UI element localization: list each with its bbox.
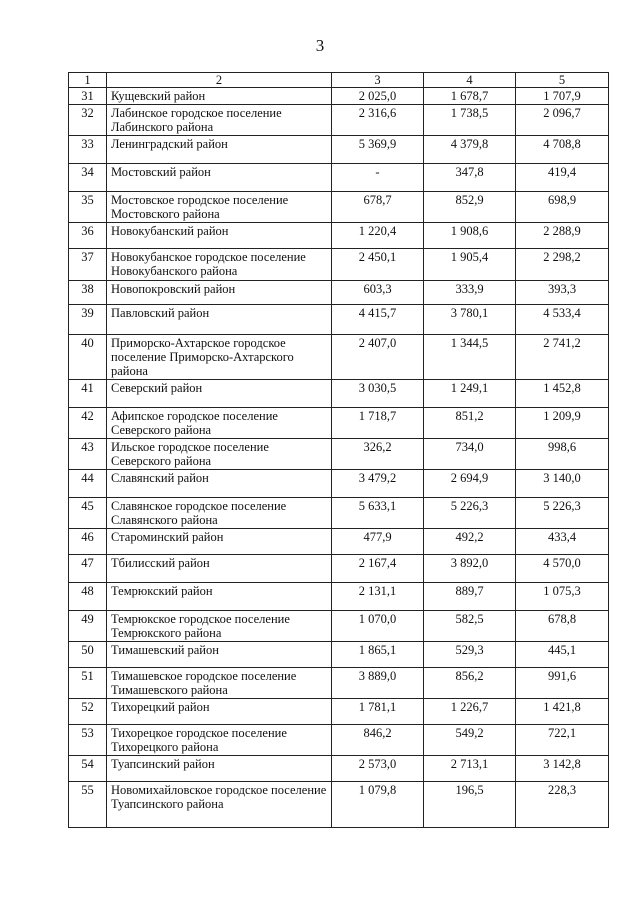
- value-col3-cell: 5 633,1: [332, 498, 424, 529]
- table-row: [69, 281, 609, 305]
- district-name-cell: Славянский район: [107, 470, 332, 498]
- row-number-cell: 42: [69, 408, 107, 439]
- row-number-cell: 52: [69, 699, 107, 725]
- row-number-cell: 45: [69, 498, 107, 529]
- table-row: [69, 470, 609, 498]
- page-number: 3: [315, 36, 325, 55]
- value-col5-cell: 1 209,9: [516, 408, 609, 439]
- district-name-cell: Ленинградский район: [107, 136, 332, 164]
- value-col4-cell: 856,2: [424, 668, 516, 699]
- value-col4-cell: 1 908,6: [424, 223, 516, 249]
- value-col3-cell: 1 070,0: [332, 611, 424, 642]
- district-name-cell: Темрюкский район: [107, 583, 332, 611]
- table-row: [69, 335, 609, 380]
- table-row: [69, 642, 609, 668]
- value-col3-cell: 477,9: [332, 529, 424, 555]
- value-col5-cell: 419,4: [516, 164, 609, 192]
- table-row: [69, 380, 609, 408]
- district-name-cell: Северский район: [107, 380, 332, 408]
- district-name-cell: Тимашевский район: [107, 642, 332, 668]
- value-col3-cell: 2 450,1: [332, 249, 424, 281]
- table-row: [69, 192, 609, 223]
- value-col3-cell: 1 718,7: [332, 408, 424, 439]
- district-name-cell: Темрюкское городское поселение Темрюкского района: [107, 611, 332, 642]
- table-body: [69, 88, 609, 828]
- district-name-cell: Лабинское городское поселение Лабинского района: [107, 105, 332, 136]
- district-name-cell: Новокубанское городское поселение Новокубанского района: [107, 249, 332, 281]
- row-number-cell: 54: [69, 756, 107, 782]
- district-name-cell: Славянское городское поселение Славянского района: [107, 498, 332, 529]
- value-col3-cell: -: [332, 164, 424, 192]
- column-header: 3: [332, 73, 424, 88]
- data-table: [68, 72, 609, 828]
- row-number-cell: 48: [69, 583, 107, 611]
- row-number-cell: 49: [69, 611, 107, 642]
- district-name-cell: Приморско-Ахтарское городское поселение Приморско-Ахтарского района: [107, 335, 332, 380]
- district-name-cell: Тихорецкий район: [107, 699, 332, 725]
- table-row: [69, 668, 609, 699]
- row-number-cell: 40: [69, 335, 107, 380]
- value-col4-cell: 1 249,1: [424, 380, 516, 408]
- value-col3-cell: 3 030,5: [332, 380, 424, 408]
- row-number-cell: 46: [69, 529, 107, 555]
- district-name-cell: Новокубанский район: [107, 223, 332, 249]
- value-col5-cell: 2 096,7: [516, 105, 609, 136]
- table-row: [69, 583, 609, 611]
- row-number-cell: 44: [69, 470, 107, 498]
- value-col4-cell: 1 738,5: [424, 105, 516, 136]
- row-number-cell: 47: [69, 555, 107, 583]
- district-name-cell: Тихорецкое городское поселение Тихорецкого района: [107, 725, 332, 756]
- value-col4-cell: 889,7: [424, 583, 516, 611]
- table-row: [69, 408, 609, 439]
- value-col5-cell: 2 298,2: [516, 249, 609, 281]
- value-col5-cell: 998,6: [516, 439, 609, 470]
- value-col5-cell: 4 708,8: [516, 136, 609, 164]
- table-row: [69, 105, 609, 136]
- row-number-cell: 36: [69, 223, 107, 249]
- row-number-cell: 53: [69, 725, 107, 756]
- value-col4-cell: 4 379,8: [424, 136, 516, 164]
- value-col4-cell: 1 344,5: [424, 335, 516, 380]
- row-number-cell: 34: [69, 164, 107, 192]
- value-col3-cell: 1 781,1: [332, 699, 424, 725]
- district-name-cell: Мостовское городское поселение Мостовского района: [107, 192, 332, 223]
- value-col4-cell: 5 226,3: [424, 498, 516, 529]
- value-col5-cell: 722,1: [516, 725, 609, 756]
- table-row: [69, 725, 609, 756]
- value-col4-cell: 333,9: [424, 281, 516, 305]
- value-col4-cell: 582,5: [424, 611, 516, 642]
- value-col3-cell: 603,3: [332, 281, 424, 305]
- value-col3-cell: 5 369,9: [332, 136, 424, 164]
- district-name-cell: Афипское городское поселение Северского района: [107, 408, 332, 439]
- value-col5-cell: 4 570,0: [516, 555, 609, 583]
- value-col4-cell: 851,2: [424, 408, 516, 439]
- value-col5-cell: 698,9: [516, 192, 609, 223]
- value-col5-cell: 2 288,9: [516, 223, 609, 249]
- value-col5-cell: 5 226,3: [516, 498, 609, 529]
- row-number-cell: 50: [69, 642, 107, 668]
- table-row: [69, 249, 609, 281]
- value-col3-cell: 2 573,0: [332, 756, 424, 782]
- row-number-cell: 33: [69, 136, 107, 164]
- value-col5-cell: 2 741,2: [516, 335, 609, 380]
- table-header-row: [69, 73, 609, 88]
- row-number-cell: 35: [69, 192, 107, 223]
- value-col4-cell: 2 694,9: [424, 470, 516, 498]
- row-number-cell: 51: [69, 668, 107, 699]
- value-col5-cell: 433,4: [516, 529, 609, 555]
- value-col3-cell: 2 316,6: [332, 105, 424, 136]
- column-header: 5: [516, 73, 609, 88]
- district-name-cell: Староминский район: [107, 529, 332, 555]
- value-col3-cell: 3 889,0: [332, 668, 424, 699]
- value-col4-cell: 852,9: [424, 192, 516, 223]
- row-number-cell: 38: [69, 281, 107, 305]
- table-row: [69, 136, 609, 164]
- value-col4-cell: 3 780,1: [424, 305, 516, 335]
- value-col5-cell: 1 421,8: [516, 699, 609, 725]
- value-col3-cell: 2 131,1: [332, 583, 424, 611]
- value-col4-cell: 734,0: [424, 439, 516, 470]
- table-row: [69, 756, 609, 782]
- value-col3-cell: 678,7: [332, 192, 424, 223]
- value-col3-cell: 4 415,7: [332, 305, 424, 335]
- row-number-cell: 41: [69, 380, 107, 408]
- value-col5-cell: 678,8: [516, 611, 609, 642]
- value-col3-cell: 1 079,8: [332, 782, 424, 828]
- value-col3-cell: 3 479,2: [332, 470, 424, 498]
- value-col5-cell: 1 075,3: [516, 583, 609, 611]
- value-col3-cell: 1 220,4: [332, 223, 424, 249]
- value-col4-cell: 3 892,0: [424, 555, 516, 583]
- column-header: 2: [107, 73, 332, 88]
- value-col3-cell: 326,2: [332, 439, 424, 470]
- district-name-cell: Новопокровский район: [107, 281, 332, 305]
- district-name-cell: Кущевский район: [107, 88, 332, 105]
- row-number-cell: 43: [69, 439, 107, 470]
- value-col5-cell: 393,3: [516, 281, 609, 305]
- value-col5-cell: 1 452,8: [516, 380, 609, 408]
- column-header: 4: [424, 73, 516, 88]
- row-number-cell: 37: [69, 249, 107, 281]
- district-name-cell: Мостовский район: [107, 164, 332, 192]
- table-row: [69, 611, 609, 642]
- district-name-cell: Павловский район: [107, 305, 332, 335]
- row-number-cell: 39: [69, 305, 107, 335]
- table-row: [69, 439, 609, 470]
- value-col4-cell: 196,5: [424, 782, 516, 828]
- value-col5-cell: 228,3: [516, 782, 609, 828]
- value-col4-cell: 1 226,7: [424, 699, 516, 725]
- value-col3-cell: 2 025,0: [332, 88, 424, 105]
- value-col4-cell: 347,8: [424, 164, 516, 192]
- value-col4-cell: 529,3: [424, 642, 516, 668]
- value-col4-cell: 1 905,4: [424, 249, 516, 281]
- table-row: [69, 305, 609, 335]
- table-row: [69, 164, 609, 192]
- value-col4-cell: 1 678,7: [424, 88, 516, 105]
- value-col4-cell: 549,2: [424, 725, 516, 756]
- value-col3-cell: 846,2: [332, 725, 424, 756]
- table-row: [69, 782, 609, 828]
- district-name-cell: Тбилисский район: [107, 555, 332, 583]
- table-row: [69, 555, 609, 583]
- row-number-cell: 32: [69, 105, 107, 136]
- value-col5-cell: 445,1: [516, 642, 609, 668]
- value-col5-cell: 1 707,9: [516, 88, 609, 105]
- row-number-cell: 55: [69, 782, 107, 828]
- table-row: [69, 223, 609, 249]
- value-col4-cell: 2 713,1: [424, 756, 516, 782]
- value-col5-cell: 3 142,8: [516, 756, 609, 782]
- table-row: [69, 88, 609, 105]
- district-name-cell: Новомихайловское городское поселение Туапсинского района: [107, 782, 332, 828]
- value-col5-cell: 4 533,4: [516, 305, 609, 335]
- value-col3-cell: 2 407,0: [332, 335, 424, 380]
- value-col3-cell: 2 167,4: [332, 555, 424, 583]
- district-name-cell: Ильское городское поселение Северского района: [107, 439, 332, 470]
- district-name-cell: Туапсинский район: [107, 756, 332, 782]
- column-header: 1: [69, 73, 107, 88]
- value-col5-cell: 991,6: [516, 668, 609, 699]
- table-row: [69, 699, 609, 725]
- value-col5-cell: 3 140,0: [516, 470, 609, 498]
- row-number-cell: 31: [69, 88, 107, 105]
- table-row: [69, 498, 609, 529]
- table-row: [69, 529, 609, 555]
- district-name-cell: Тимашевское городское поселение Тимашевского района: [107, 668, 332, 699]
- value-col4-cell: 492,2: [424, 529, 516, 555]
- value-col3-cell: 1 865,1: [332, 642, 424, 668]
